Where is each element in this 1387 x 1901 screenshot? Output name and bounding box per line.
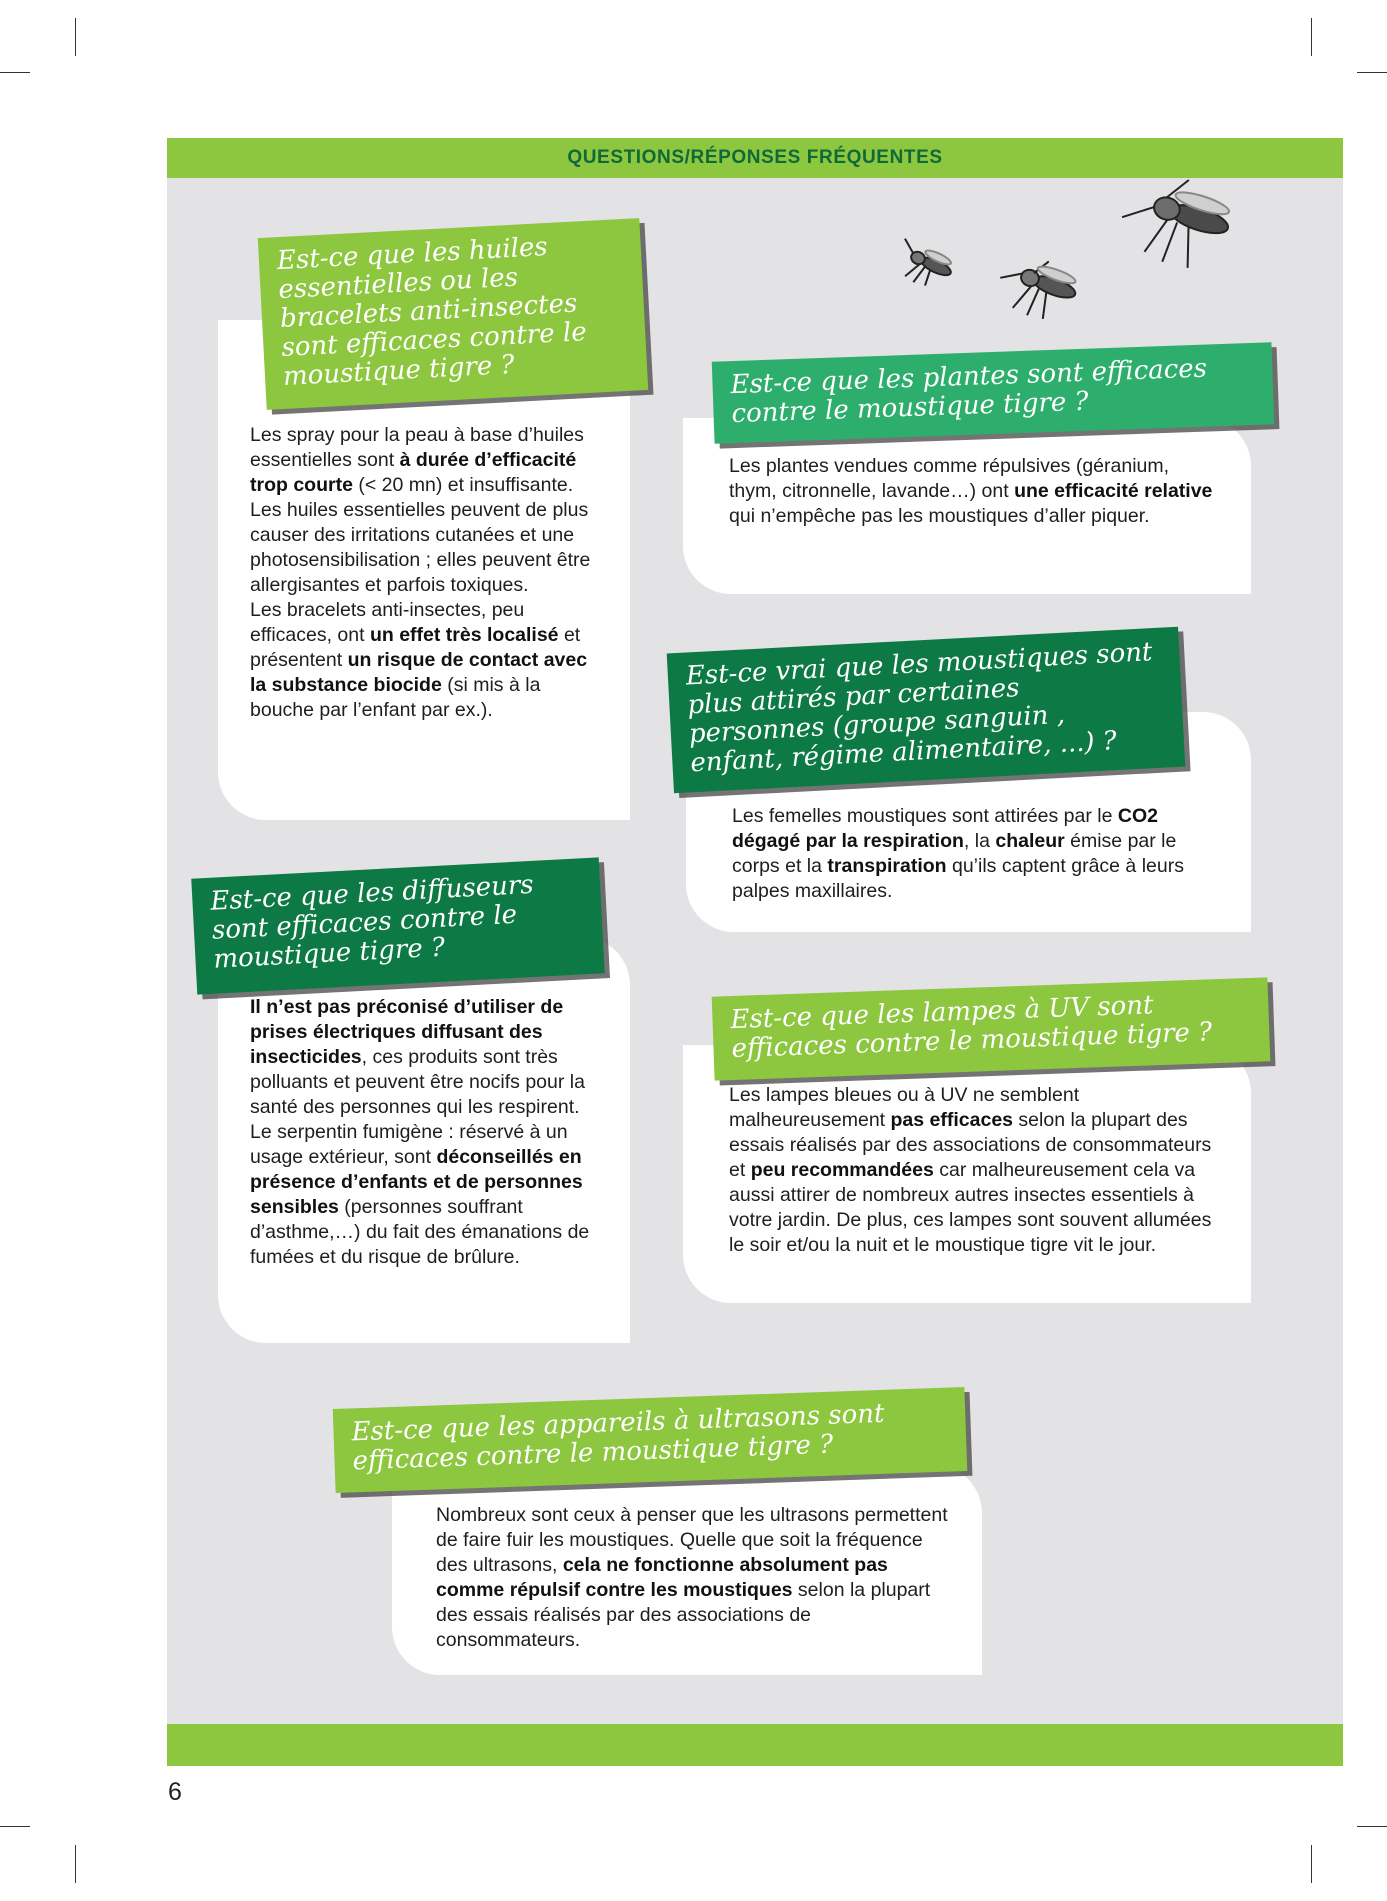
mosquito-icon [991,248,1082,328]
crop-mark [75,18,76,56]
answer-card-diffuseurs [218,937,630,1343]
footer-band [167,1724,1343,1766]
crop-mark [1357,1826,1387,1827]
question-attires: Est-ce vrai que les moustiques sont plus attirés par certaines personnes (groupe sanguin , enfant, régime alimentaire, ...) ? [667,627,1186,794]
answer-card-plantes [683,418,1251,594]
answer-text: Il n’est pas préconisé d’utiliser de prises électriques diffusant des insecticides, ces produits sont très polluants et peuvent être nocifs pour la santé des personnes qui les respirent. [250,996,585,1118]
mosquito-icon [1113,178,1238,278]
crop-mark [0,1826,30,1827]
crop-mark [75,1845,76,1883]
crop-mark [0,72,30,73]
crop-mark [1311,18,1312,56]
question-plantes: Est-ce que les plantes sont efficaces contre le moustique tigre ? [712,342,1275,443]
answer-text: Les lampes bleues ou à UV ne semblent malheureusement pas efficaces selon la plupart des essais réalisés par des associations de consommateurs et peu recommandées car malheureusement cela va aussi attirer de nombreux autres insectes essentiels à votre jardin. De plus, ces lampes sont souvent allumées le soir et/ou la nuit et le moustique tigre vit le jour. [729,1084,1212,1256]
crop-mark [1357,72,1387,73]
header-band [167,138,1343,178]
mosquito-icon [900,238,956,295]
answer-card-ultrasons [392,1465,982,1675]
mosquito-icon [900,178,1260,338]
answer-card-lampes [683,1045,1251,1303]
question-lampes: Est-ce que les lampes à UV sont efficaces contre le moustique tigre ? [712,977,1271,1080]
answer-text: Les femelles moustiques sont attirées par le CO2 dégagé par la respiration, la chaleur émise par le corps et la transpiration qu’ils captent grâce à leurs palpes maxillaires. [732,805,1184,902]
crop-mark [1311,1845,1312,1883]
answer-text: Les spray pour la peau à base d’huiles essentielles sont à durée d’efficacité trop courte (< 20 mn) et insuffisante. Les huiles essentielles peuvent de plus causer des irritations cutanées et une photosensibilisation ; elles peuvent être allergisantes et parfois toxiques. [250,424,591,596]
question-huiles: Est-ce que les huiles essentielles ou les bracelets anti-insectes sont efficaces contre le moustique tigre ? [258,218,648,410]
question-diffuseurs: Est-ce que les diffuseurs sont efficaces contre le moustique tigre ? [191,857,605,994]
answer-text: Les bracelets anti-insectes, peu efficaces, ont un effet très localisé et présentent un risque de contact avec la substance biocide (si mis à la bouche par l’enfant par ex.). [250,599,588,721]
answer-text: Le serpentin fumigène : réservé à un usage extérieur, sont déconseillés en présence d’enfants et de personnes sensibles (personnes souffrant d’asthme,…) du fait des émanations de fumées et du risque de brûlure. [250,1121,590,1268]
answer-text: Les plantes vendues comme répulsives (géranium, thym, citronnelle, lavande…) ont une efficacité relative qui n’empêche pas les moustiques d’aller piquer. [729,455,1213,527]
page-title: QUESTIONS/RÉPONSES FRÉQUENTES [567,147,943,168]
page-number: 6 [168,1778,182,1806]
answer-text: Nombreux sont ceux à penser que les ultrasons permettent de faire fuir les moustiques. Quelle que soit la fréquence des ultrasons, cela ne fonctionne absolument pas comme répulsif contre les moustiques selon la plupart des essais réalisés par des associations de consommateurs. [436,1504,948,1651]
question-ultrasons: Est-ce que les appareils à ultrasons sont efficaces contre le moustique tigre ? [333,1387,968,1493]
